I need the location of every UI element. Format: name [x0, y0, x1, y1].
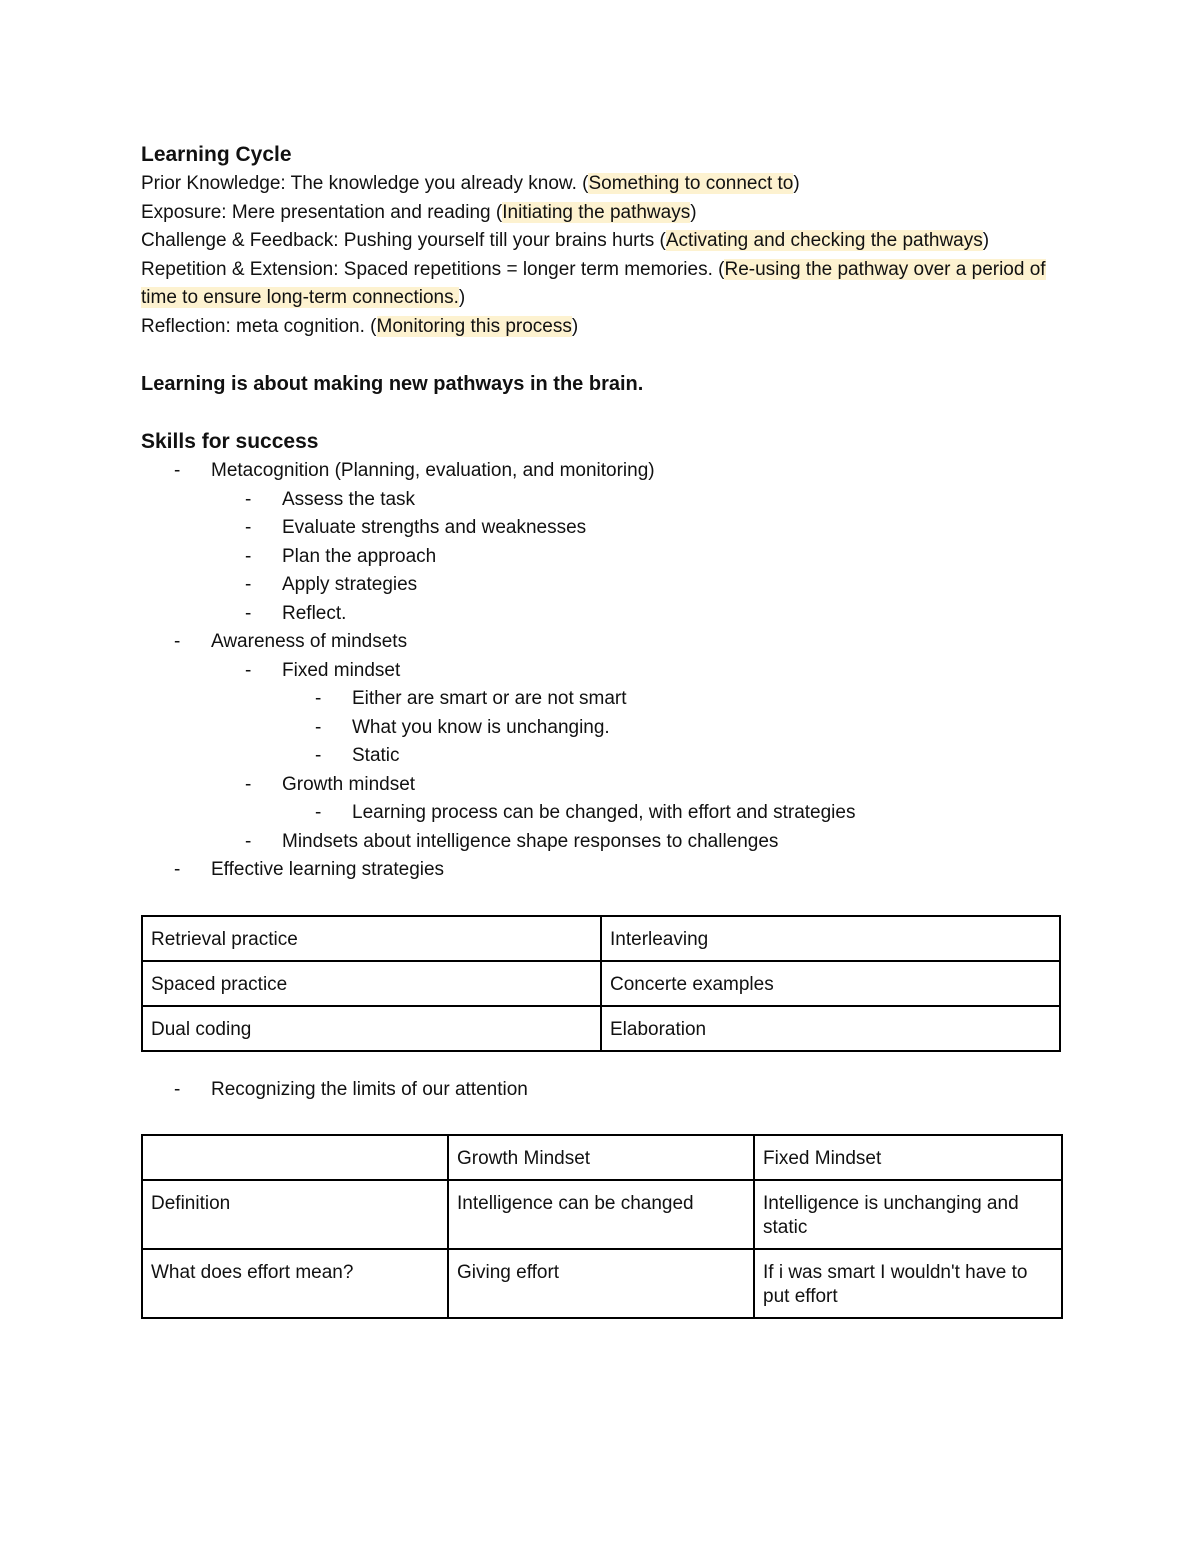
repetition-line: [141, 256, 1061, 313]
skills-heading: Skills for success: [141, 430, 319, 453]
list-item-text: Apply strategies: [282, 574, 418, 595]
table-cell: Retrieval practice: [142, 916, 601, 961]
exposure-close: ): [690, 201, 697, 223]
list-item: [141, 514, 1061, 543]
list-item: [141, 828, 1061, 857]
table-row: [142, 1006, 1060, 1051]
table-header-row: [142, 1135, 1062, 1180]
table-row: [142, 916, 1060, 961]
table-cell: Elaboration: [601, 1006, 1060, 1051]
table-header-cell: Growth Mindset: [448, 1135, 754, 1180]
list-item-metacognition: [141, 457, 1061, 486]
list-item-growth-mindset: [141, 771, 1061, 800]
prior-knowledge-note: Something to connect to: [588, 173, 794, 194]
list-item: [141, 600, 1061, 629]
exposure-note: Initiating the pathways: [502, 201, 691, 223]
list-item: [141, 486, 1061, 515]
list-item-text: Reflect.: [282, 602, 347, 624]
bullet-dash: -: [245, 574, 252, 595]
bullet-dash: -: [174, 1078, 181, 1100]
table-cell: What does effort mean?: [142, 1249, 448, 1318]
table-row: [142, 1180, 1062, 1249]
list-item: [141, 571, 1061, 600]
exposure-label: Exposure: Mere presentation and reading (: [141, 201, 503, 223]
repetition-label: Repetition & Extension: Spaced repetitions = longer term memories. (: [141, 258, 725, 280]
list-item-text: Static: [352, 745, 400, 766]
table-header-cell: [142, 1135, 448, 1180]
reflection-note: Monitoring this process: [376, 315, 572, 337]
challenge-label: Challenge & Feedback: Pushing yourself till your brains hurts (: [141, 230, 666, 251]
list-item: [141, 799, 1061, 828]
mindset-table-wrap: [141, 1134, 1061, 1319]
challenge-line: [141, 227, 1061, 256]
reflection-line: [141, 313, 1061, 342]
prior-knowledge-close: ): [793, 173, 800, 194]
list-item-awareness: [141, 628, 1061, 657]
bullet-dash: -: [315, 802, 322, 823]
table-cell: Intelligence can be changed: [448, 1180, 754, 1249]
list-item-text: Plan the approach: [282, 545, 437, 567]
repetition-note: Re-using the pathway over a period of time to ensure long-term connections.: [141, 258, 1046, 308]
table-cell: Definition: [142, 1180, 448, 1249]
list-item: [141, 543, 1061, 572]
table-cell: Giving effort: [448, 1249, 754, 1318]
bullet-dash: -: [174, 859, 181, 880]
list-item: [141, 714, 1061, 743]
table-cell: Interleaving: [601, 916, 1060, 961]
prior-knowledge-line: [141, 170, 1061, 199]
table-cell: Concerte examples: [601, 961, 1060, 1006]
challenge-close: ): [982, 230, 990, 251]
list-item-text: Learning process can be changed, with effort and strategies: [352, 802, 856, 823]
table-row: [142, 1249, 1062, 1318]
prior-knowledge-label: Prior Knowledge: The knowledge you already know. (: [141, 173, 589, 194]
list-item-text: Effective learning strategies: [211, 859, 445, 880]
strategies-table-wrap: [141, 915, 1061, 1052]
repetition-close: ): [458, 287, 466, 308]
spacer: [141, 341, 1061, 369]
bullet-dash: -: [245, 488, 252, 510]
table-row: [142, 961, 1060, 1006]
bullet-dash: -: [315, 688, 322, 709]
reflection-close: ): [571, 315, 579, 337]
bullet-dash: -: [315, 745, 322, 766]
list-item-text: Assess the task: [282, 488, 416, 510]
list-item-text: Metacognition (Planning, evaluation, and monitoring): [211, 460, 655, 481]
bullet-dash: -: [245, 545, 252, 567]
learning-cycle-heading: Learning Cycle: [141, 143, 292, 166]
list-item-text: What you know is unchanging.: [352, 716, 610, 738]
bullet-dash: -: [245, 830, 252, 852]
list-item: [141, 742, 1061, 771]
list-item-text: Awareness of mindsets: [211, 631, 408, 652]
bullet-dash: -: [245, 602, 252, 624]
strategies-table: [141, 915, 1061, 1052]
list-item-text: Recognizing the limits of our attention: [211, 1078, 528, 1100]
table-cell: If i was smart I wouldn't have to put effort: [754, 1249, 1062, 1318]
table-cell: Spaced practice: [142, 961, 601, 1006]
list-item-fixed-mindset: [141, 657, 1061, 686]
exposure-line: [141, 199, 1061, 228]
bullet-dash: -: [315, 716, 322, 738]
table-cell: Intelligence is unchanging and static: [754, 1180, 1062, 1249]
table-cell: Dual coding: [142, 1006, 601, 1051]
mindset-table: [141, 1134, 1063, 1319]
list-item: [141, 685, 1061, 714]
bullet-dash: -: [174, 460, 181, 481]
learning-statement: Learning is about making new pathways in the brain.: [141, 373, 644, 395]
challenge-note: Activating and checking the pathways: [665, 230, 983, 251]
list-item-text: Evaluate strengths and weaknesses: [282, 517, 587, 538]
bullet-dash: -: [245, 659, 252, 681]
list-item-text: Growth mindset: [282, 773, 416, 795]
document-page: [141, 140, 1061, 1319]
list-item-text: Either are smart or are not smart: [352, 688, 627, 709]
bullet-dash: -: [174, 631, 181, 652]
list-item-effective-strategies: [141, 856, 1061, 885]
bullet-dash: -: [245, 773, 252, 795]
spacer: [141, 399, 1061, 427]
reflection-label: Reflection: meta cognition. (: [141, 315, 377, 337]
list-item-text: Fixed mindset: [282, 659, 401, 681]
list-item-text: Mindsets about intelligence shape responses to challenges: [282, 830, 779, 852]
table-header-cell: Fixed Mindset: [754, 1135, 1062, 1180]
bullet-dash: -: [245, 517, 252, 538]
list-item-recognizing-attention: [141, 1076, 1061, 1105]
